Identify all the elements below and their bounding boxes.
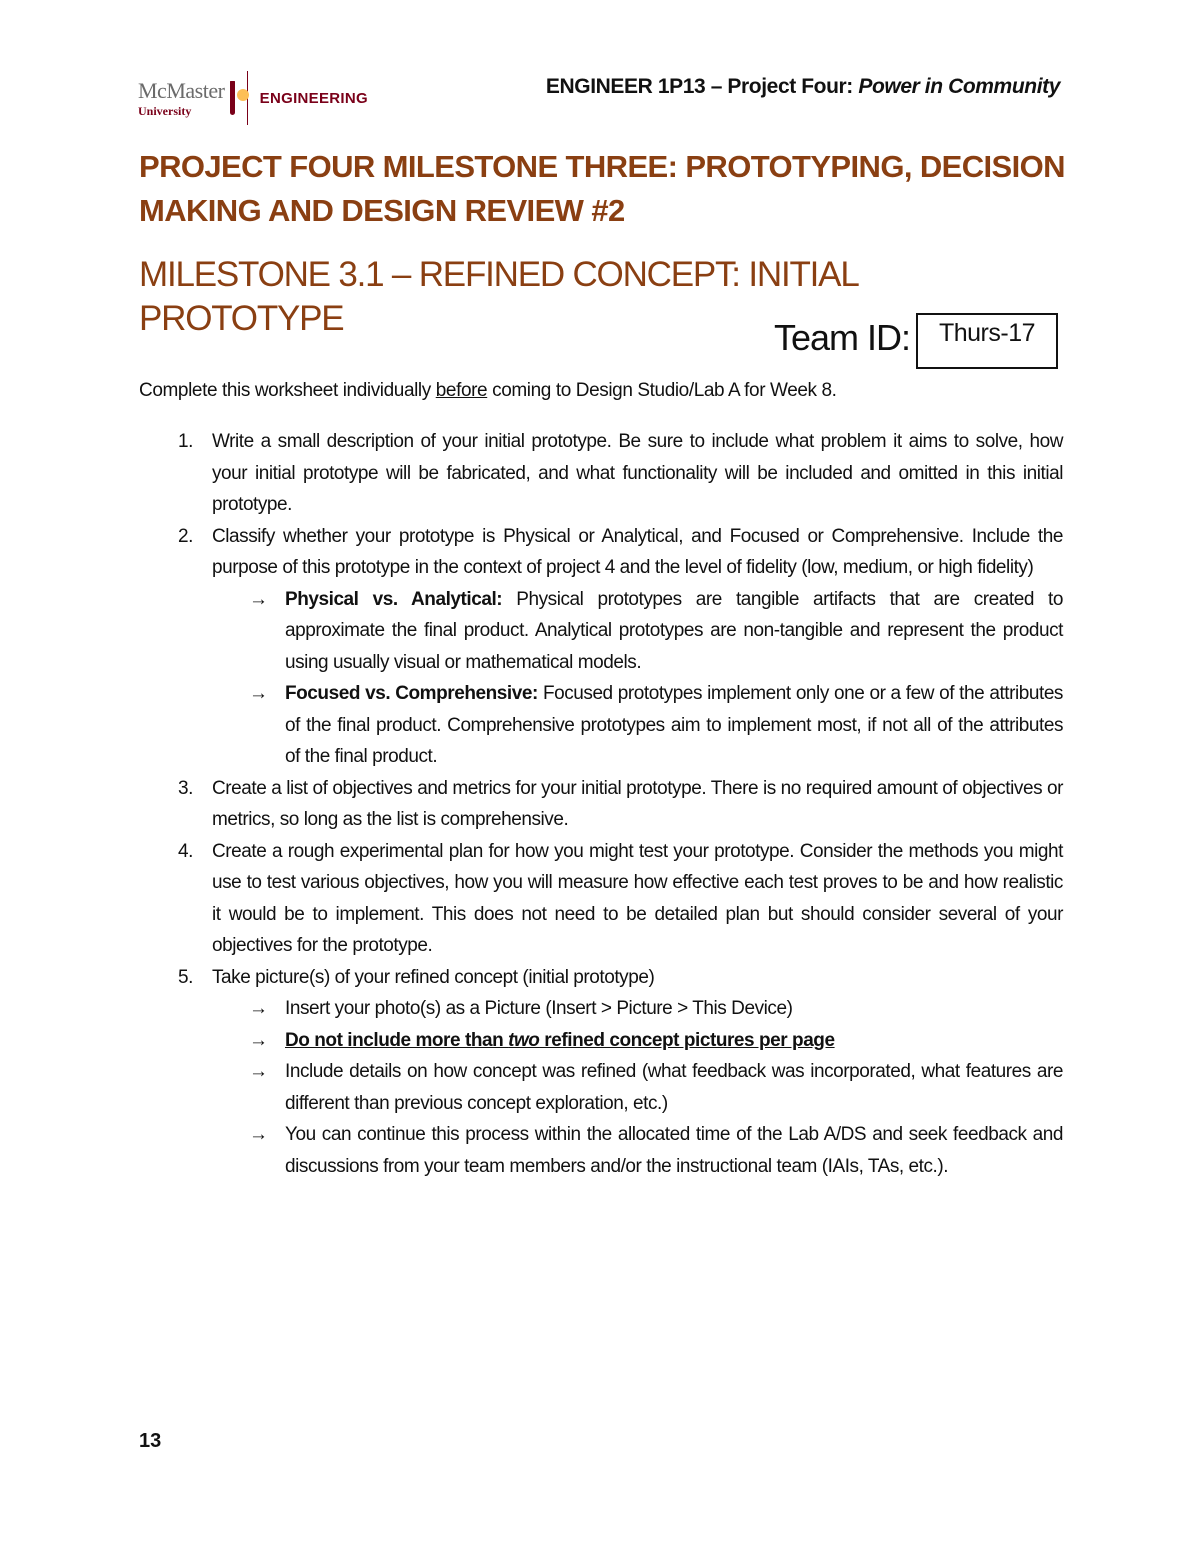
list-item [139, 962, 1063, 994]
intro-underlined: before [435, 380, 488, 401]
bullet-text: Focused prototypes implement only one or a few of the attributes of the final product. Comprehensive prototypes aim to implement most, if not all of the attributes of the final product. [285, 683, 1063, 767]
sub-bullet [249, 584, 1063, 679]
intro-before: Complete this worksheet individually [139, 380, 436, 401]
project-title: Power in Community [858, 75, 1060, 98]
intro-text [139, 376, 1069, 406]
sub-bullet [249, 993, 1063, 1025]
team-id-label: Team ID: [774, 317, 911, 358]
course-header [546, 75, 1060, 99]
bullet-text: You can continue this process within the allocated time of the Lab A/DS and seek feedback and discussions from your team members and/or the instructional team (IAIs, TAs, etc.). [285, 1124, 1063, 1177]
arrow-icon: → [249, 683, 268, 704]
sub-bullet [249, 678, 1063, 773]
instruction-list [139, 426, 1063, 1182]
bullet-term: Physical vs. Analytical: [285, 588, 503, 610]
arrow-icon: → [249, 1124, 268, 1145]
bullet-term: Focused vs. Comprehensive: [285, 683, 538, 704]
section-title: MILESTONE 3.1 – REFINED CONCEPT: INITIAL PROTOTYPE [139, 255, 858, 338]
item-text: Write a small description of your initial prototype. Be sure to include what problem it aims to solve, how your initial prototype will be fabricated, and what functionality will be included and omitted in this initial prototype. [212, 431, 1063, 515]
logo-mcmaster-text: McMaster [138, 77, 225, 103]
item-text: Classify whether your prototype is Physical or Analytical, and Focused or Comprehensive. Include the purpose of this prototype in the context of project 4 and the level of fidelity (low, medium, or high fidelity) [212, 525, 1063, 578]
arrow-icon: → [249, 1061, 268, 1082]
list-item [139, 773, 1063, 836]
intro-after: coming to Design Studio/Lab A for Week 8. [487, 380, 837, 401]
course-code: ENGINEER 1P13 – Project Four: [545, 75, 859, 98]
item-number: 3. [178, 777, 193, 799]
item-number: 4. [178, 840, 193, 862]
bullet-emphasis-part: refined concept pictures per page [539, 1029, 835, 1051]
mcmaster-engineering-logo [138, 68, 368, 128]
list-item [139, 426, 1063, 521]
bullet-emphasis-part: Do not include more than [285, 1029, 509, 1051]
item-text: Create a list of objectives and metrics for your initial prototype. There is no required amount of objectives or metrics, so long as the list is comprehensive. [212, 777, 1063, 830]
page-title: PROJECT FOUR MILESTONE THREE: PROTOTYPING, DECISION MAKING AND DESIGN REVIEW #2 [139, 149, 1065, 228]
team-id-value: Thurs-17 [938, 319, 1036, 347]
team-id-field[interactable] [916, 313, 1058, 369]
item-text: Create a rough experimental plan for how you might test your prototype. Consider the methods you might use to test various objectives, how you will measure how effective each test proves to be and how realistic it would be to implement. This does not need to be detailed plan but should consider several of your objectives for the prototype. [212, 840, 1063, 956]
list-item [139, 521, 1063, 584]
logo-wordmark [138, 77, 225, 118]
bullet-emphasis [285, 1030, 835, 1051]
logo-engineering-text: ENGINEERING [259, 89, 368, 107]
item-text: Take picture(s) of your refined concept (initial prototype) [212, 966, 655, 988]
arrow-icon: → [249, 588, 268, 610]
arrow-icon: → [249, 998, 268, 1019]
item-number: 5. [178, 966, 193, 988]
bullet-text: Physical prototypes are tangible artifacts that are created to approximate the final product. Analytical prototypes are non-tangible and represent the product using usually visual or mathematical models. [285, 588, 1063, 673]
sub-bullet [249, 1056, 1063, 1119]
shield-icon [230, 81, 235, 115]
bullet-text: Include details on how concept was refined (what feedback was incorporated, what features are different than previous concept exploration, etc.) [285, 1061, 1063, 1114]
list-item [139, 836, 1063, 962]
sub-bullet [249, 1025, 1063, 1057]
logo-university-text: University [138, 103, 192, 118]
sub-bullet [249, 1119, 1063, 1182]
item-number: 1. [178, 431, 193, 452]
bullet-emphasis-italic: two [508, 1029, 540, 1051]
arrow-icon: → [249, 1029, 268, 1051]
bullet-text: Insert your photo(s) as a Picture (Insert > Picture > This Device) [285, 998, 793, 1019]
page-number: 13 [139, 1430, 162, 1452]
item-number: 2. [178, 525, 193, 547]
